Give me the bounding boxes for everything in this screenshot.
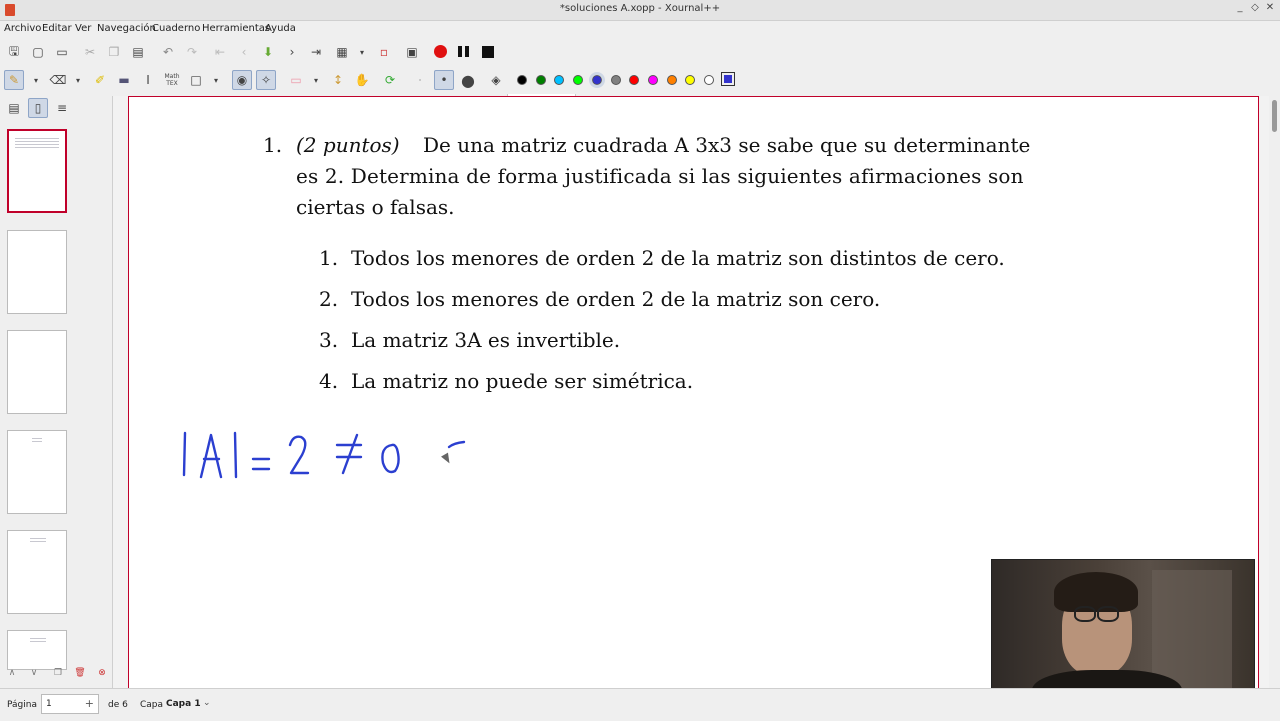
menu-ayuda[interactable]: Ayuda <box>265 23 296 34</box>
item-2-number: 2. <box>319 287 339 311</box>
background-doorway <box>1152 570 1232 690</box>
thick-size-icon[interactable]: ● <box>461 70 475 90</box>
paste-icon[interactable]: ▤ <box>132 45 144 59</box>
cut-icon[interactable]: ✂ <box>84 45 96 59</box>
window-title: *soluciones A.xopp - Xournal++ <box>559 3 721 14</box>
latex-icon[interactable]: Math TEX <box>164 73 180 87</box>
page-label: Página <box>7 700 37 710</box>
insert-page-dropdown-icon[interactable]: ▾ <box>359 47 364 57</box>
problem-points: (2 puntos) <box>296 133 400 157</box>
statement-line-3: ciertas o falsas. <box>296 195 455 219</box>
insert-page-icon[interactable]: ▦ <box>336 45 348 59</box>
statement-line-1: De una matriz cuadrada A 3x3 se sabe que su determinante <box>423 133 1031 157</box>
redo-icon[interactable]: ↷ <box>186 45 198 59</box>
color-swatch-3[interactable] <box>554 75 564 85</box>
pause-icon-right[interactable] <box>465 46 469 57</box>
color-swatch-11[interactable] <box>704 75 714 85</box>
hand-icon[interactable]: ✋ <box>354 73 370 87</box>
fill-icon[interactable]: ◈ <box>491 73 501 87</box>
item-1-text: Todos los menores de orden 2 de la matriz son distintos de cero. <box>351 246 1005 270</box>
menu-herramientas[interactable]: Herramientas <box>202 23 271 34</box>
main-toolbar <box>0 38 1280 66</box>
page-thumbnail-5[interactable] <box>7 530 67 614</box>
delete-page-icon[interactable]: ▫ <box>379 45 389 59</box>
menu-editar[interactable]: Editar <box>42 23 72 34</box>
item-4-number: 4. <box>319 369 339 393</box>
color-swatch-9[interactable] <box>667 75 677 85</box>
statement-line-2: es 2. Determina de forma justificada si las siguientes afirmaciones son <box>296 164 1024 188</box>
glasses-right-icon <box>1097 606 1119 622</box>
close-sidebar-icon[interactable]: ⊗ <box>98 668 106 678</box>
item-4-text: La matriz no puede ser simétrica. <box>351 369 694 393</box>
color-swatch-1[interactable] <box>517 75 527 85</box>
shape-icon[interactable]: □ <box>190 73 202 87</box>
goto-page-icon[interactable]: ⬇ <box>262 45 274 59</box>
shape-dropdown-icon[interactable]: ▾ <box>213 75 218 85</box>
item-1-number: 1. <box>319 246 339 270</box>
sidebar-pages-icon[interactable]: ▤ <box>8 101 20 115</box>
new-document-icon[interactable]: ▢ <box>32 45 44 59</box>
select-dropdown-icon[interactable]: ▾ <box>313 75 318 85</box>
status-bar <box>0 688 1280 721</box>
current-color-icon[interactable] <box>721 72 735 86</box>
problem-number: 1. <box>263 133 283 157</box>
color-swatch-5[interactable] <box>592 75 602 85</box>
move-page-down-icon[interactable]: ∨ <box>30 668 38 678</box>
color-swatch-4[interactable] <box>573 75 583 85</box>
page-thumbnail-2[interactable] <box>7 230 67 314</box>
page-thumbnail-1[interactable] <box>7 129 67 213</box>
webcam-overlay <box>991 559 1255 709</box>
layer-label: Capa <box>140 700 164 710</box>
menu-bar <box>0 21 1280 37</box>
sidebar-page-actions <box>0 664 112 686</box>
undo-icon[interactable]: ↶ <box>162 45 174 59</box>
sidebar-layers-icon[interactable]: ≡ <box>56 101 68 115</box>
copy-page-icon[interactable]: ❐ <box>53 668 63 678</box>
menu-ver[interactable]: Ver <box>75 23 92 34</box>
move-page-up-icon[interactable]: ∧ <box>8 668 16 678</box>
text-icon[interactable]: Ⅰ <box>146 73 150 87</box>
shape-recognizer-icon[interactable]: ✧ <box>256 70 276 90</box>
select-rect-icon[interactable]: ▭ <box>290 73 302 87</box>
color-swatch-10[interactable] <box>685 75 695 85</box>
restore-icon[interactable]: ◇ <box>1251 2 1259 13</box>
sidebar-preview-icon[interactable]: ▯ <box>28 98 48 118</box>
color-swatch-6[interactable] <box>611 75 621 85</box>
page-thumbnail-3[interactable] <box>7 330 67 414</box>
pen-icon[interactable]: ✎ <box>4 70 24 90</box>
stop-icon[interactable] <box>482 46 494 58</box>
ruler-snap-icon[interactable]: ◉ <box>232 70 252 90</box>
refresh-icon[interactable]: ⟳ <box>384 73 396 87</box>
pen-dropdown-icon[interactable]: ▾ <box>33 75 38 85</box>
record-icon[interactable] <box>434 45 447 58</box>
menu-cuaderno[interactable]: Cuaderno <box>152 23 201 34</box>
person-hair <box>1054 572 1138 612</box>
page-preview-sidebar <box>0 96 113 688</box>
menu-archivo[interactable]: Archivo <box>4 23 42 34</box>
page-total: de 6 <box>108 700 128 710</box>
page-number-input[interactable]: 1 + <box>41 694 99 714</box>
color-swatch-7[interactable] <box>629 75 639 85</box>
minimize-icon[interactable]: _ <box>1237 2 1243 13</box>
handwritten-ink <box>169 417 489 487</box>
copy-icon[interactable]: ❐ <box>108 45 120 59</box>
pen-toolbar <box>0 66 1280 94</box>
close-icon[interactable]: ✕ <box>1265 2 1275 13</box>
save-icon[interactable]: 🖫 <box>8 43 20 58</box>
presentation-icon[interactable]: ▣ <box>406 45 418 59</box>
image-icon[interactable]: ▬ <box>118 73 130 87</box>
eraser-icon[interactable]: ⌫ <box>49 73 67 87</box>
vertical-scrollbar[interactable] <box>1269 96 1280 688</box>
pause-icon-left[interactable] <box>458 46 462 57</box>
delete-page-sidebar-icon[interactable]: 🗑 <box>74 668 86 678</box>
first-page-icon[interactable]: ⇤ <box>214 45 226 59</box>
menu-navegacion[interactable]: Navegación <box>97 23 156 34</box>
item-2-text: Todos los menores de orden 2 de la matriz son cero. <box>351 287 881 311</box>
color-swatch-8[interactable] <box>648 75 658 85</box>
item-3-text: La matriz 3A es invertible. <box>351 328 621 352</box>
thin-size-icon[interactable]: · <box>418 75 422 85</box>
item-3-number: 3. <box>319 328 339 352</box>
highlighter-icon[interactable]: ✐ <box>94 73 106 87</box>
title-bar <box>0 0 1280 21</box>
previous-page-icon[interactable]: ‹ <box>241 45 247 59</box>
layer-select-status[interactable]: Capa 1 ⌄ <box>166 698 211 709</box>
page-thumbnail-4[interactable] <box>7 430 67 514</box>
glasses-left-icon <box>1074 606 1096 622</box>
vertical-space-icon[interactable]: ↕ <box>332 73 344 87</box>
eraser-dropdown-icon[interactable]: ▾ <box>75 75 80 85</box>
medium-size-icon[interactable]: • <box>434 70 454 90</box>
color-swatch-2[interactable] <box>536 75 546 85</box>
next-page-icon[interactable]: › <box>289 45 295 59</box>
last-page-icon[interactable]: ⇥ <box>310 45 322 59</box>
open-folder-icon[interactable]: ▭ <box>56 45 68 59</box>
